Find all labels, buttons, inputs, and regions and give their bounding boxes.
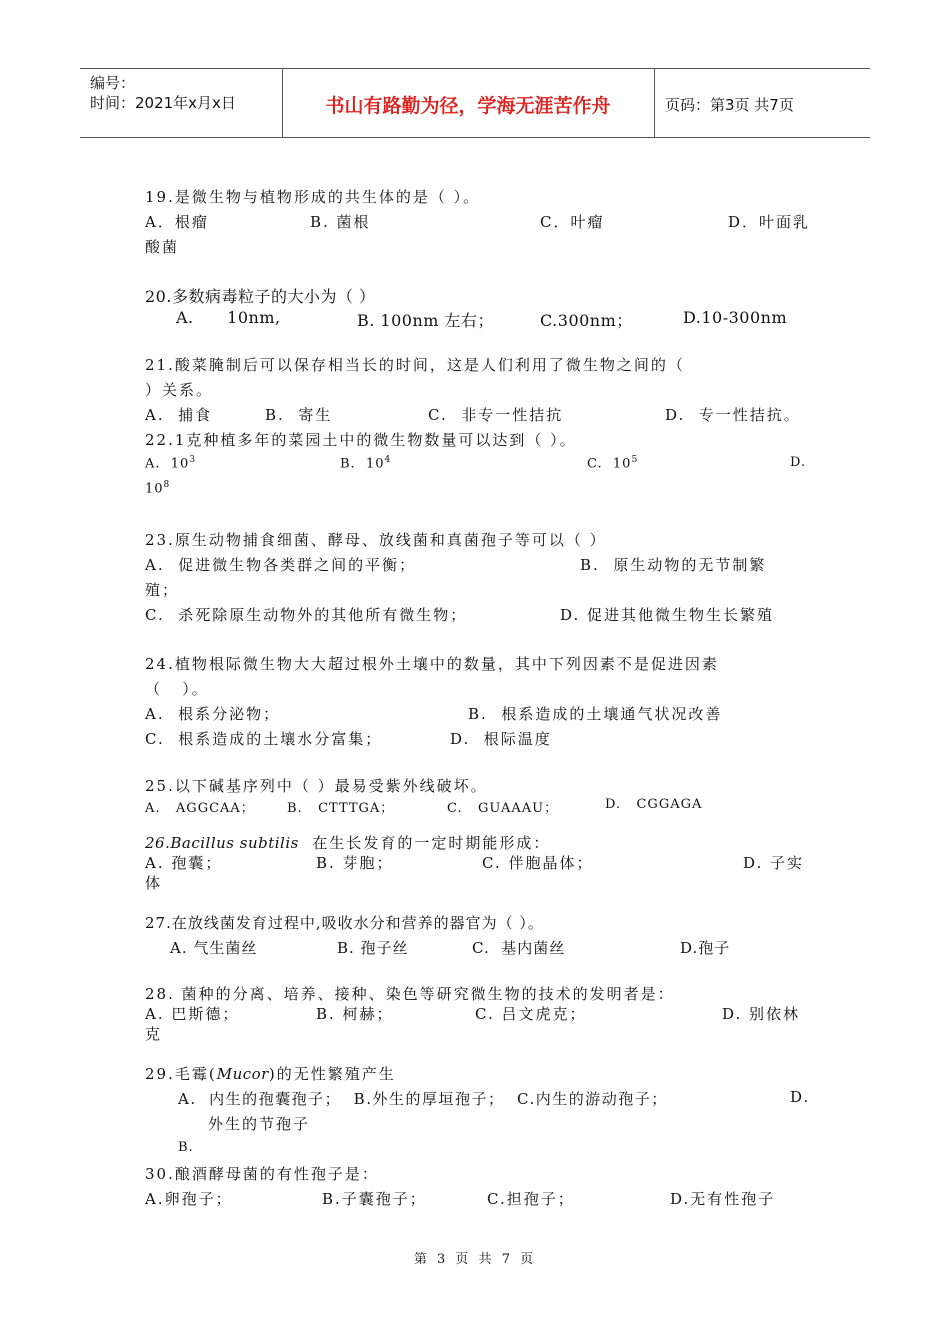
q23-option-b-cont: 殖； bbox=[145, 581, 180, 599]
q22-continuation: $10^8$ bbox=[145, 480, 171, 497]
q23-option-b: B. 原生动物的无节制繁 bbox=[580, 556, 767, 574]
q24-option-b: B. 根系造成的土壤通气状况改善 bbox=[468, 705, 723, 723]
q22-option-d: D. bbox=[790, 455, 807, 470]
q25-option-a: A. AGGCAA； bbox=[145, 801, 255, 816]
q29-options-line: A. 内生的孢囊孢子； B.外生的厚垣孢子； C.内生的游动孢子； bbox=[178, 1090, 668, 1108]
q30-option-b: B.子囊孢子； bbox=[322, 1190, 427, 1208]
date-label: 时间：2021年x月x日 bbox=[90, 94, 236, 112]
header-motto: 书山有路勤为径，学海无涯苦作舟 bbox=[325, 95, 611, 117]
q28-option-c: C. 吕文虎克； bbox=[475, 1005, 587, 1023]
q19-option-b: B. 菌根 bbox=[310, 213, 371, 231]
q29-genus-name: Mucor bbox=[216, 1065, 269, 1083]
q29-continuation: B. bbox=[178, 1140, 194, 1155]
q27-option-d: D.孢子 bbox=[680, 939, 731, 957]
q25-stem: 25.以下碱基序列中（ ）最易受紫外线破坏。 bbox=[145, 777, 488, 795]
q21-continuation: ）关系。 bbox=[145, 381, 214, 399]
q22-option-a: A. $10^3$ bbox=[145, 455, 197, 472]
q24-option-c: C. 根系造成的土壤水分富集； bbox=[145, 730, 383, 748]
q21-option-c: C. 非专一性拮抗 bbox=[428, 406, 564, 424]
number-label: 编号： bbox=[90, 74, 136, 92]
q27-option-c: C. 基内菌丝 bbox=[472, 939, 566, 957]
q28-option-b: B. 柯赫； bbox=[316, 1005, 394, 1023]
header-page-label: 页码：第3页 共7页 bbox=[665, 96, 794, 114]
q24-option-a: A. 根系分泌物； bbox=[145, 705, 281, 723]
q26-option-b: B. 芽胞； bbox=[316, 854, 394, 872]
header-left bbox=[90, 73, 236, 113]
q19-option-d: D．叶面乳 bbox=[728, 213, 811, 231]
q30-option-d: D.无有性孢子 bbox=[670, 1190, 776, 1208]
q25-option-b: B. CTTTGA； bbox=[287, 801, 395, 816]
q30-option-c: C.担孢子； bbox=[487, 1190, 575, 1208]
q25-option-c: C. GUAAAU； bbox=[447, 801, 559, 816]
q26-species-name: 26.Bacillus subtilis bbox=[145, 834, 299, 852]
q19-continuation: 酸菌 bbox=[145, 238, 180, 256]
page-footer: 第 3 页 共 7 页 bbox=[413, 1252, 537, 1267]
q23-stem: 23.原生动物捕食细菌、酵母、放线菌和真菌孢子等可以（ ） bbox=[145, 531, 607, 549]
q21-option-d: D. 专一性拮抗。 bbox=[665, 406, 801, 424]
q22-option-b: B. $10^4$ bbox=[340, 455, 392, 472]
q21-option-a: A. 捕食 bbox=[145, 406, 213, 424]
q24-stem: 24.植物根际微生物大大超过根外土壤中的数量，其中下列因素不是促进因素 bbox=[145, 655, 719, 673]
q19-stem: 19.是微生物与植物形成的共生体的是（ ）。 bbox=[145, 188, 481, 206]
q26-option-a: A. 孢囊； bbox=[145, 854, 223, 872]
q26-continuation: 体 bbox=[145, 874, 163, 892]
q19-option-a: A．根瘤 bbox=[145, 213, 209, 231]
q20-option-c: C.300nm； bbox=[540, 311, 633, 330]
q22-option-c: C. $10^5$ bbox=[587, 455, 639, 472]
q28-continuation: 克 bbox=[145, 1025, 163, 1043]
q23-option-d: D. 促进其他微生物生长繁殖 bbox=[560, 606, 775, 624]
q21-option-b: B. 寄生 bbox=[265, 406, 333, 424]
q27-option-a: A. 气生菌丝 bbox=[170, 939, 258, 957]
q20-option-d: D.10-300nm bbox=[683, 308, 788, 327]
q22-stem: 22.1克种植多年的菜园土中的微生物数量可以达到（ ）。 bbox=[145, 431, 577, 449]
q29-stem: 29.毛霉(Mucor)的无性繁殖产生 bbox=[145, 1065, 396, 1083]
q20-option-b: B. 100nm 左右； bbox=[357, 311, 495, 330]
q26-stem: 26.Bacillus subtilis 在生长发育的一定时期能形成： bbox=[145, 834, 551, 852]
header-divider-right bbox=[654, 69, 655, 137]
q30-stem: 30.酿酒酵母菌的有性孢子是： bbox=[145, 1165, 379, 1183]
q30-option-a: A.卵孢子； bbox=[145, 1190, 233, 1208]
q24-option-d: D. 根际温度 bbox=[450, 730, 552, 748]
q28-option-a: A. 巴斯德； bbox=[145, 1005, 240, 1023]
q20-stem: 20.多数病毒粒子的大小为（ ） bbox=[145, 287, 376, 306]
q20-option-a: A. 10nm, bbox=[176, 308, 281, 327]
q26-option-d: D. 子实 bbox=[743, 854, 805, 872]
q28-stem: 28. 菌种的分离、培养、接种、染色等研究微生物的技术的发明者是： bbox=[145, 985, 675, 1003]
q27-stem: 27.在放线菌发育过程中,吸收水分和营养的器官为（ ）。 bbox=[145, 914, 544, 932]
q29-option-d-label: D. bbox=[790, 1088, 811, 1106]
q28-option-d: D. 别依林 bbox=[722, 1005, 801, 1023]
q21-stem: 21.酸菜腌制后可以保存相当长的时间，这是人们利用了微生物之间的（ bbox=[145, 356, 685, 374]
q24-continuation: （ ）。 bbox=[145, 680, 209, 698]
q29-option-d: 外生的节孢子 bbox=[208, 1115, 311, 1133]
q27-option-b: B. 孢子丝 bbox=[337, 939, 409, 957]
q26-option-c: C. 伴胞晶体； bbox=[482, 854, 594, 872]
q19-option-c: C．叶瘤 bbox=[540, 213, 605, 231]
q23-option-a: A. 促进微生物各类群之间的平衡； bbox=[145, 556, 417, 574]
page-header bbox=[80, 68, 870, 138]
q23-option-c: C. 杀死除原生动物外的其他所有微生物； bbox=[145, 606, 468, 624]
q25-option-d: D. CGGAGA bbox=[605, 797, 703, 812]
